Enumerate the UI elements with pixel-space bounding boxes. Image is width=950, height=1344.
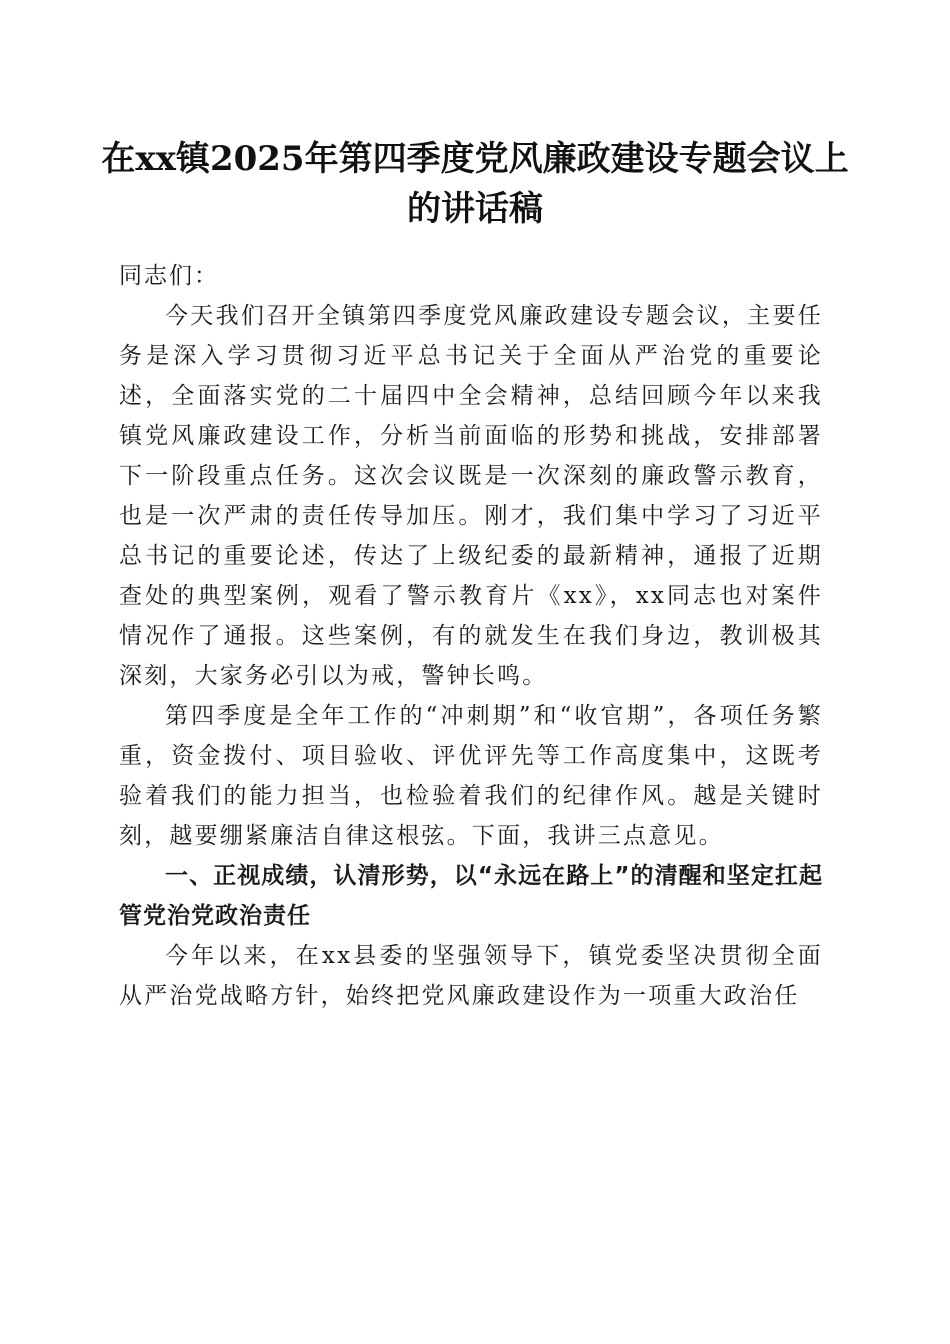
body-paragraph-1: 今天我们召开全镇第四季度党风廉政建设专题会议，主要任务是深入学习贯彻习近平总书记关于全面从严治党的重要论述，全面落实党的二十届四中全会精神，总结回顾今年以来我镇党风廉政建设工作，分析当前面临的形势和挑战，安排部署下一阶段重点任务。这次会议既是一次深刻的廉政警示教育，也是一次严肃的责任传导加压。刚才，我们集中学习了习近平总书记的重要论述，传达了上级纪委的最新精神，通报了近期查处的典型案例，观看了警示教育片《xx》，xx同志也对案件情况作了通报。这些案例，有的就发生在我们身边，教训极其深刻，大家务必引以为戒，警钟长鸣。	[119, 303, 823, 689]
section-heading-1: 一、正视成绩，认清形势，以“永远在路上”的清醒和坚定扛起管党治党政治责任	[119, 863, 823, 929]
body-paragraph-3: 今年以来，在xx县委的坚强领导下，镇党委坚决贯彻全面从严治党战略方针，始终把党风廉政建设作为一项重大政治任	[119, 943, 823, 1009]
body-paragraph-2: 第四季度是全年工作的“冲刺期”和“收官期”，各项任务繁重，资金拨付、项目验收、评优评先等工作高度集中，这既考验着我们的能力担当，也检验着我们的纪律作风。越是关键时刻，越要绷紧廉洁自律这根弦。下面，我讲三点意见。	[119, 703, 823, 849]
document-title: 在xx镇2025年第四季度党风廉政建设专题会议上的讲话稿	[101, 139, 849, 229]
document-body	[119, 252, 823, 1016]
salutation: 同志们：	[119, 263, 219, 289]
